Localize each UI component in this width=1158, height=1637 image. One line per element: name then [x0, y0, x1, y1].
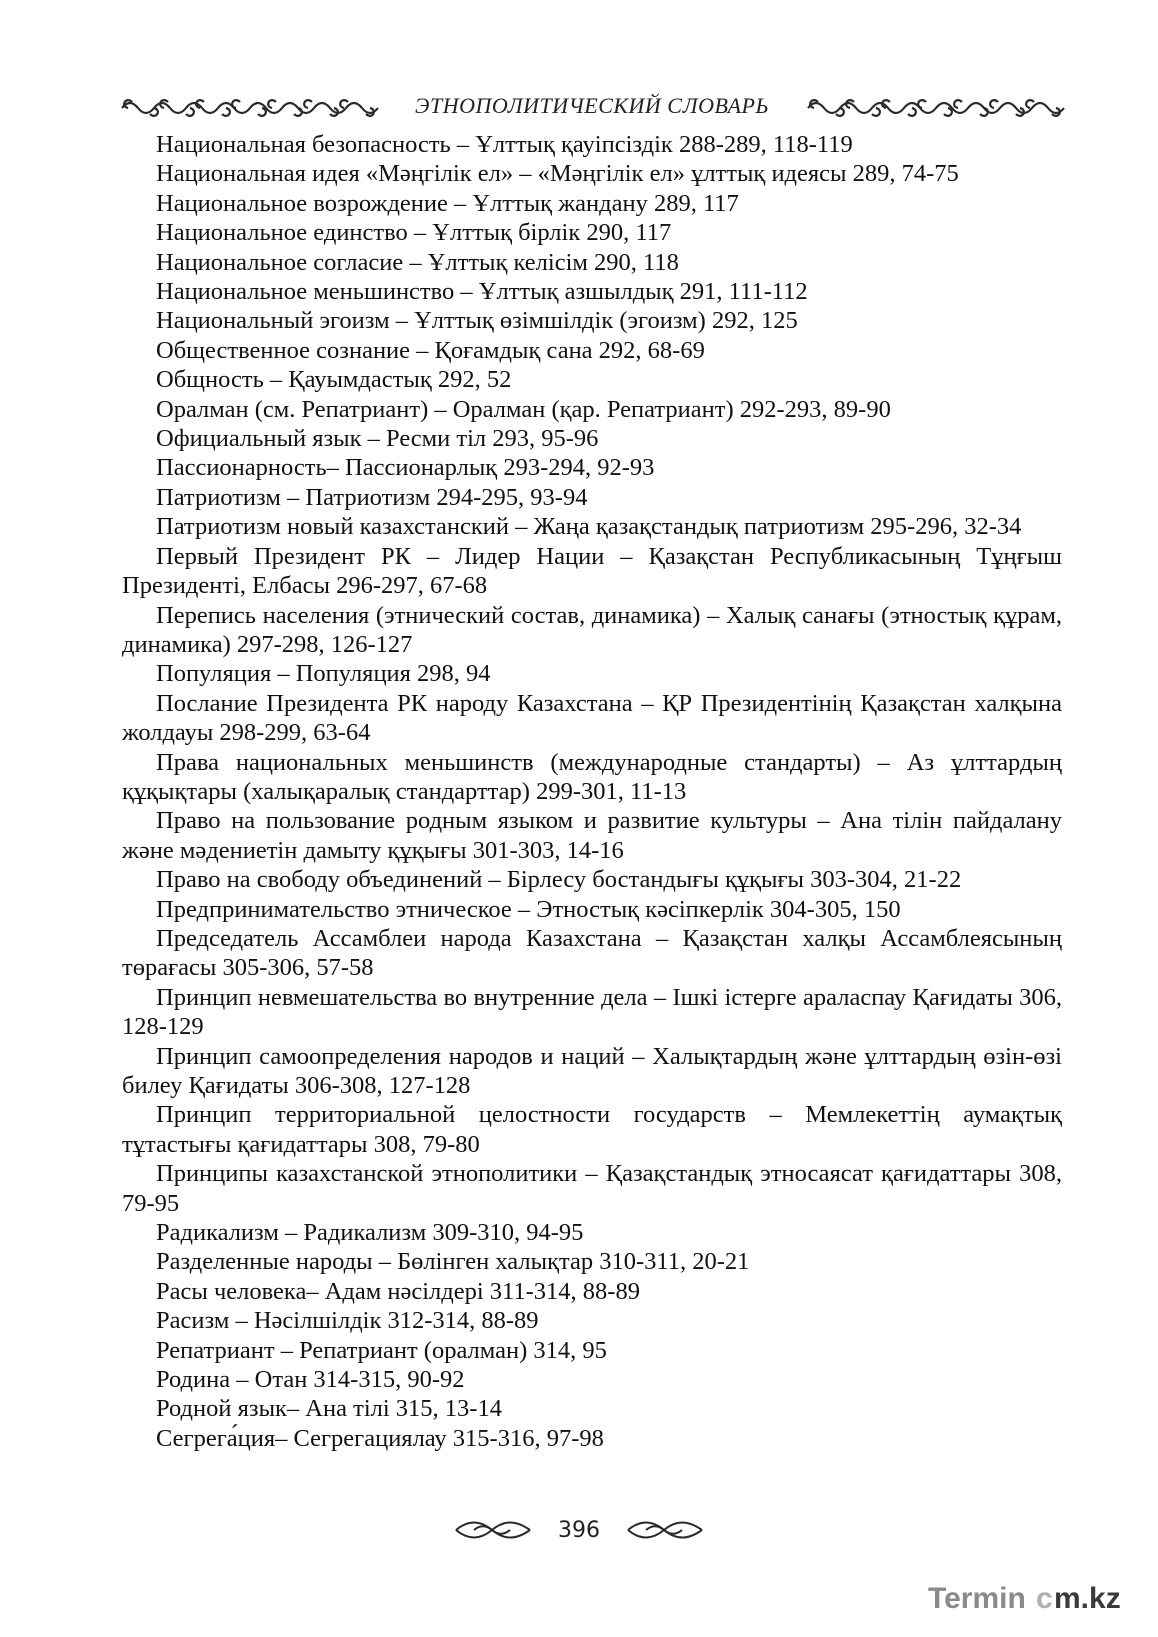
termincom-logo: [926, 1577, 1136, 1617]
dictionary-entry: Права национальных меньшинств (международные стандарты) – Аз ұлттардың құқықтары (халықаралық стандарттар) 299-301, 11-13: [122, 748, 1062, 805]
watermark-text-part1: Termin: [928, 1582, 1026, 1615]
dictionary-entry: Расы человека– Адам нәсілдері 311-314, 88-89: [156, 1277, 640, 1305]
watermark-text-part2: c: [1036, 1582, 1053, 1615]
dictionary-entry: Родина – Отан 314-315, 90-92: [156, 1366, 465, 1394]
dictionary-entry: Популяция – Популяция 298, 94: [156, 660, 491, 688]
page-header: [118, 86, 1066, 126]
dictionary-entries: [122, 130, 1062, 1453]
dictionary-entry: Национальная безопасность – Ұлттық қауіпсіздік 288-289, 118-119: [156, 131, 853, 158]
dictionary-entry: Национальное возрождение – Ұлттық жандану 289, 117: [156, 189, 739, 217]
dictionary-entry: Принцип невмешательства во внутренние дела – Ішкі істерге араласпау Қағидаты 306, 128-129: [122, 983, 1062, 1041]
dictionary-entry: Принцип территориальной целостности государств – Мемлекеттің аумақтық тұтастығы қағидаттары 308, 79-80: [122, 1101, 1062, 1158]
dictionary-entry: Председатель Ассамблеи народа Казахстана – Қазақстан халқы Ассамблеясының төрағасы 305-306, 57-58: [122, 924, 1062, 982]
dictionary-entry: Национальное согласие – Ұлттық келісім 290, 118: [156, 248, 679, 276]
dictionary-entry: Пассионарность– Пассионарлық 293-294, 92-93: [156, 454, 655, 482]
page-footer: [0, 1512, 1158, 1548]
dictionary-entry: Патриотизм – Патриотизм 294-295, 93-94: [156, 483, 588, 511]
dictionary-entry: Сегрега́ция– Сегрегациялау 315-316, 97-98: [156, 1424, 604, 1452]
header-ornament-left-icon: [118, 92, 380, 120]
dictionary-entry: Перепись населения (этнический состав, динамика) – Халық санағы (этностық құрам, динамика) 297-298, 126-127: [122, 601, 1062, 658]
footer-flourish-right-icon: [626, 1518, 704, 1542]
dictionary-entry: Общность – Қауымдастық 292, 52: [156, 366, 512, 394]
dictionary-entry: Оралман (см. Репатриант) – Оралман (қар. Репатриант) 292-293, 89-90: [156, 395, 891, 423]
dictionary-entry: Право на пользование родным языком и развитие культуры – Ана тілін пайдалану және мәдениетін дамыту құқығы 301-303, 14-16: [122, 807, 1062, 864]
header-ornament-right-icon: [804, 92, 1066, 120]
dictionary-entry: Послание Президента РК народу Казахстана – ҚР Президентінің Қазақстан халқына жолдауы 298-299, 63-64: [122, 689, 1062, 747]
dictionary-entry: Радикализм – Радикализм 309-310, 94-95: [156, 1219, 584, 1247]
dictionary-entry: Национальная идея «Мәңгілік ел» – «Мәңгілік ел» ұлттық идеясы 289, 74-75: [156, 160, 959, 188]
dictionary-entry: Патриотизм новый казахстанский – Жаңа қазақстандық патриотизм 295-296, 32-34: [156, 513, 1022, 541]
dictionary-entry: Разделенные народы – Бөлінген халықтар 310-311, 20-21: [156, 1248, 750, 1276]
dictionary-entry: Первый Президент РК – Лидер Нации – Қазақстан Республикасының Тұңғыш Президенті, Елбасы 296-297, 67-68: [122, 542, 1062, 600]
dictionary-entry: Национальный эгоизм – Ұлттық өзімшілдік (эгоизм) 292, 125: [156, 307, 798, 335]
dictionary-entry: Принцип самоопределения народов и наций – Халықтардың және ұлттардың өзін-өзі билеу Қағидаты 306-308, 127-128: [122, 1042, 1062, 1099]
dictionary-entry: Официальный язык – Ресми тіл 293, 95-96: [156, 425, 599, 453]
dictionary-entry: Предпринимательство этническое – Этностық кәсіпкерлік 304-305, 150: [156, 895, 901, 923]
dictionary-entry: Национальное меньшинство – Ұлттық азшылдық 291, 111-112: [156, 278, 808, 306]
page-number: 396: [558, 1517, 600, 1543]
dictionary-entry: Родной язык– Ана тілі 315, 13-14: [156, 1395, 502, 1423]
running-title: ЭТНОПОЛИТИЧЕСКИЙ СЛОВАРЬ: [415, 93, 769, 118]
dictionary-entry: Расизм – Нәсілшілдік 312-314, 88-89: [156, 1307, 539, 1335]
dictionary-entry: Право на свободу объединений – Бірлесу бостандығы құқығы 303-304, 21-22: [156, 866, 962, 894]
dictionary-entry: Общественное сознание – Қоғамдық сана 292, 68-69: [156, 336, 705, 364]
dictionary-entry: Репатриант – Репатриант (оралман) 314, 95: [156, 1336, 607, 1364]
footer-flourish-left-icon: [454, 1518, 532, 1542]
watermark-text-part3: m.kz: [1054, 1582, 1121, 1615]
dictionary-entry: Национальное единство – Ұлттық бірлік 290, 117: [156, 219, 672, 247]
dictionary-entry: Принципы казахстанской этнополитики – Қазақстандық этносаясат қағидаттары 308, 79-95: [122, 1160, 1062, 1217]
